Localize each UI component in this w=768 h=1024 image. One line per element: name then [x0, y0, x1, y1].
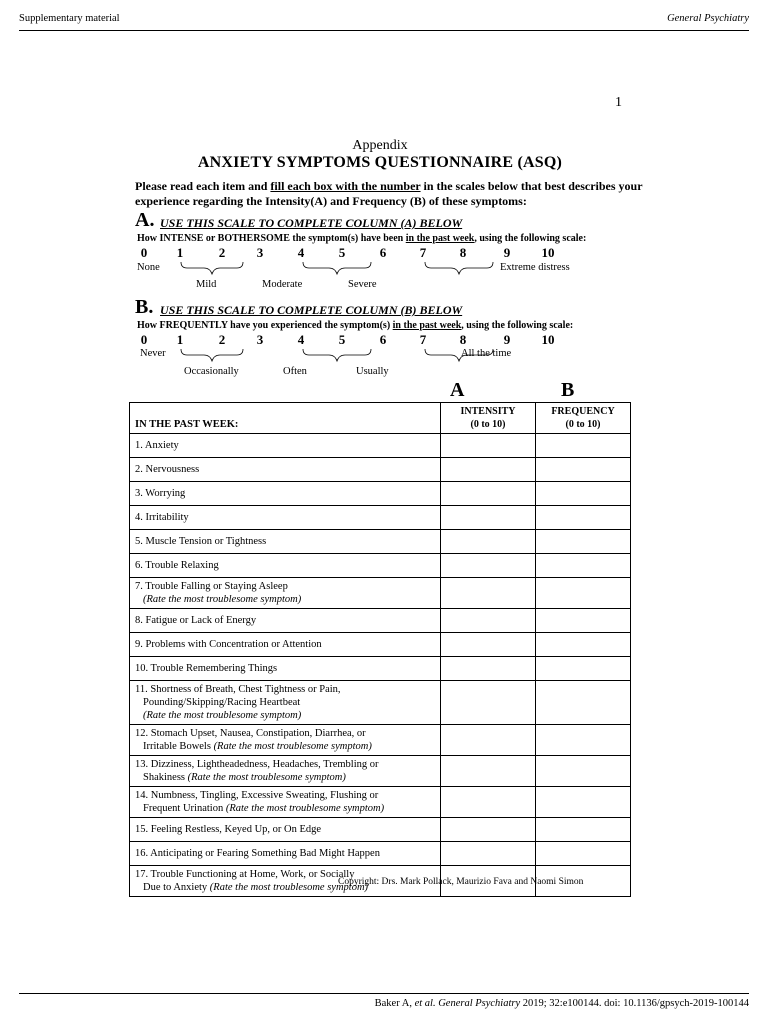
- symptom-text: 3. Worrying: [135, 488, 186, 499]
- table-row: [130, 578, 631, 609]
- intensity-input-box[interactable]: [441, 818, 536, 842]
- symptom-text: Pounding/Skipping/Racing Heartbeat: [143, 697, 301, 708]
- symptom-item: [130, 818, 441, 842]
- intensity-input-box[interactable]: [441, 756, 536, 787]
- frequency-input-box[interactable]: [536, 725, 631, 756]
- frequency-input-box[interactable]: [536, 458, 631, 482]
- table-row: [130, 458, 631, 482]
- scale-a-question-underlined: in the past week: [405, 233, 475, 244]
- scale-a-number: 5: [338, 245, 346, 260]
- scale-b-number: 8: [459, 332, 467, 347]
- table-row: [130, 842, 631, 866]
- symptom-text: Frequent Urination (Rate the most troublesome symptom): [143, 803, 385, 814]
- intensity-input-box[interactable]: [441, 554, 536, 578]
- table-row: [130, 787, 631, 818]
- intensity-input-box[interactable]: [441, 458, 536, 482]
- asq-table: [129, 402, 631, 897]
- scale-a-anchor-low: None: [137, 262, 160, 273]
- symptom-note-line: [135, 593, 435, 606]
- header-right: General Psychiatry: [667, 13, 749, 24]
- scale-a-anchor-high: Extreme distress: [500, 262, 570, 273]
- scale-a-number: 4: [297, 245, 305, 260]
- header-frequency-range: (0 to 10): [565, 419, 601, 430]
- symptom-note: (Rate the most troublesome symptom): [187, 772, 346, 783]
- frequency-input-box[interactable]: [536, 434, 631, 458]
- header-intensity: [441, 403, 536, 434]
- symptom-text: 10. Trouble Remembering Things: [135, 663, 278, 674]
- scale-a-number: 2: [218, 245, 226, 260]
- scale-b-heading: USE THIS SCALE TO COMPLETE COLUMN (B) BELOW: [160, 303, 463, 317]
- table-row: [130, 633, 631, 657]
- frequency-input-box[interactable]: [536, 506, 631, 530]
- symptom-item: [130, 657, 441, 681]
- table-row: [130, 818, 631, 842]
- symptom-item: [130, 554, 441, 578]
- symptom-item: [130, 725, 441, 756]
- footer-citation: [375, 998, 749, 1009]
- symptom-text: 5. Muscle Tension or Tightness: [135, 536, 267, 547]
- symptom-text: 16. Anticipating or Fearing Something Bad Might Happen: [135, 848, 380, 859]
- header-frequency-label: FREQUENCY: [551, 406, 615, 417]
- frequency-input-box[interactable]: [536, 842, 631, 866]
- scale-b-group: Occasionally: [184, 366, 239, 377]
- scale-a-group: Severe: [348, 279, 377, 290]
- symptom-text: 6. Trouble Relaxing: [135, 560, 219, 571]
- page-title: ANXIETY SYMPTOMS QUESTIONNAIRE (ASQ): [197, 154, 563, 171]
- scale-b-number: 6: [379, 332, 387, 347]
- scale-b-anchor-low: Never: [140, 348, 166, 359]
- intensity-input-box[interactable]: [441, 657, 536, 681]
- table-row: [130, 506, 631, 530]
- symptom-item: [130, 458, 441, 482]
- symptom-text: Shakiness (Rate the most troublesome symptom): [143, 772, 346, 783]
- scale-b-number: 9: [503, 332, 511, 347]
- scale-a-question-suffix: , using the following scale:: [474, 233, 587, 244]
- scale-b-anchor-high: All the time: [461, 348, 512, 359]
- intensity-input-box[interactable]: [441, 842, 536, 866]
- scale-a-question-text: How INTENSE or BOTHERSOME the symptom(s) have been: [137, 233, 406, 244]
- symptom-note: (Rate the most troublesome symptom): [143, 710, 302, 721]
- symptom-text: 7. Trouble Falling or Staying Asleep: [135, 581, 288, 592]
- table-row: [130, 657, 631, 681]
- frequency-input-box[interactable]: [536, 756, 631, 787]
- scale-a-number: 8: [459, 245, 467, 260]
- symptom-item: [130, 633, 441, 657]
- symptom-text: 13. Dizziness, Lightheadedness, Headaches, Trembling or: [135, 759, 379, 770]
- frequency-input-box[interactable]: [536, 609, 631, 633]
- scale-b-number: 4: [297, 332, 305, 347]
- frequency-input-box[interactable]: [536, 681, 631, 725]
- frequency-input-box[interactable]: [536, 633, 631, 657]
- scale-a-group: Moderate: [262, 279, 303, 290]
- frequency-input-box[interactable]: [536, 818, 631, 842]
- symptom-item: [130, 842, 441, 866]
- intensity-input-box[interactable]: [441, 633, 536, 657]
- table-row: [130, 530, 631, 554]
- column-b-letter: B: [561, 379, 575, 401]
- table-body: [130, 434, 631, 897]
- scale-b-question-text: How FREQUENTLY have you experienced the symptom(s): [137, 320, 393, 331]
- symptom-text: 17. Trouble Functioning at Home, Work, or Socially: [135, 869, 355, 880]
- instructions-text-2: in the scales below that best describes your experience regarding the Intensity(A) and Frequency (B) of these symptoms:: [135, 179, 643, 208]
- footer-authors: Baker A,: [374, 998, 415, 1009]
- intensity-input-box[interactable]: [441, 530, 536, 554]
- intensity-input-box[interactable]: [441, 482, 536, 506]
- table-row: [130, 609, 631, 633]
- frequency-input-box[interactable]: [536, 554, 631, 578]
- symptom-note: (Rate the most troublesome symptom): [225, 803, 385, 814]
- header-frequency: [536, 403, 631, 434]
- table-row: [130, 554, 631, 578]
- intensity-input-box[interactable]: [441, 506, 536, 530]
- frequency-input-box[interactable]: [536, 657, 631, 681]
- scale-b-letter: B.: [135, 296, 154, 318]
- symptom-item: [130, 756, 441, 787]
- symptom-text: 12. Stomach Upset, Nausea, Constipation, Diarrhea, or: [135, 728, 366, 739]
- intensity-input-box[interactable]: [441, 681, 536, 725]
- scale-a-number: 1: [176, 245, 184, 260]
- scale-b-number: 3: [256, 332, 264, 347]
- copyright: Copyright: Drs. Mark Pollack, Maurizio Fava and Naomi Simon: [338, 877, 584, 887]
- scale-a-letter: A.: [135, 209, 155, 231]
- table-row: [130, 756, 631, 787]
- symptom-item: [130, 482, 441, 506]
- appendix-label: Appendix: [352, 138, 408, 153]
- header-intensity-label: INTENSITY: [460, 406, 516, 417]
- symptom-item: [130, 506, 441, 530]
- scale-a-number: 9: [503, 245, 511, 260]
- scale-a-number: 6: [379, 245, 387, 260]
- intensity-input-box[interactable]: [441, 578, 536, 609]
- intensity-input-box[interactable]: [441, 609, 536, 633]
- symptom-note: (Rate the most troublesome symptom): [213, 741, 372, 752]
- scale-b-number: 1: [176, 332, 184, 347]
- header-intensity-range: (0 to 10): [470, 419, 506, 430]
- symptom-note: (Rate the most troublesome symptom): [143, 594, 302, 605]
- scale-b-group: Usually: [356, 366, 389, 377]
- symptom-text: 2. Nervousness: [135, 464, 200, 475]
- symptom-text: 14. Numbness, Tingling, Excessive Sweating, Flushing or: [135, 790, 379, 801]
- frequency-input-box[interactable]: [536, 787, 631, 818]
- header-left: Supplementary material: [19, 13, 120, 24]
- symptom-item: [130, 787, 441, 818]
- symptom-item: [130, 530, 441, 554]
- scale-b-question-underlined: in the past week: [392, 320, 462, 331]
- symptom-note: (Rate the most troublesome symptom): [209, 882, 369, 893]
- symptom-text: Irritable Bowels (Rate the most troublesome symptom): [143, 741, 372, 752]
- scale-b-number: 7: [419, 332, 427, 347]
- symptom-text: Due to Anxiety (Rate the most troublesome symptom): [143, 882, 369, 893]
- page-number: 1: [615, 95, 622, 110]
- frequency-input-box[interactable]: [536, 578, 631, 609]
- column-a-letter: A: [450, 379, 465, 401]
- scale-b-number: 0: [140, 332, 148, 347]
- symptom-item: [130, 681, 441, 725]
- symptom-text: 15. Feeling Restless, Keyed Up, or On Edge: [135, 824, 322, 835]
- footer-rule: [19, 993, 749, 994]
- table-row: [130, 482, 631, 506]
- symptom-text: 4. Irritability: [135, 512, 189, 523]
- symptom-text: 11. Shortness of Breath, Chest Tightness or Pain,: [135, 684, 341, 695]
- scale-a-number: 10: [541, 245, 555, 260]
- symptom-text: 8. Fatigue or Lack of Energy: [135, 615, 257, 626]
- scale-b-number: 2: [218, 332, 226, 347]
- scale-a-number: 3: [256, 245, 264, 260]
- instructions-text: Please read each item and: [135, 179, 271, 193]
- symptom-text: 9. Problems with Concentration or Attention: [135, 639, 322, 650]
- symptom-text: 1. Anxiety: [135, 440, 179, 451]
- symptom-note-line: [135, 709, 435, 722]
- intensity-input-box[interactable]: [441, 725, 536, 756]
- table-header-row: [130, 403, 631, 434]
- frequency-input-box[interactable]: [536, 530, 631, 554]
- footer-journal: et al. General Psychiatry: [414, 998, 521, 1009]
- footer-doi: 2019; 32:e100144. doi: 10.1136/gpsych-2019-100144: [520, 998, 749, 1009]
- scale-b-number: 5: [338, 332, 346, 347]
- symptom-item: [130, 578, 441, 609]
- scale-b-number: 10: [541, 332, 555, 347]
- table-row: [130, 681, 631, 725]
- instructions-underlined: fill each box with the number: [270, 179, 421, 193]
- intensity-input-box[interactable]: [441, 787, 536, 818]
- scale-b-question-suffix: , using the following scale:: [461, 320, 574, 331]
- scale-a-group: Mild: [196, 279, 217, 290]
- scale-a-number: 0: [140, 245, 148, 260]
- table-row: [130, 434, 631, 458]
- scale-b-question: [137, 320, 573, 331]
- frequency-input-box[interactable]: [536, 482, 631, 506]
- scale-b-group: Often: [283, 366, 307, 377]
- table-row: [130, 725, 631, 756]
- symptom-item: [130, 434, 441, 458]
- scale-a-heading: USE THIS SCALE TO COMPLETE COLUMN (A) BELOW: [160, 216, 463, 230]
- header-item-cell: IN THE PAST WEEK:: [130, 403, 441, 434]
- intensity-input-box[interactable]: [441, 434, 536, 458]
- symptom-item: [130, 609, 441, 633]
- scale-a-number: 7: [419, 245, 427, 260]
